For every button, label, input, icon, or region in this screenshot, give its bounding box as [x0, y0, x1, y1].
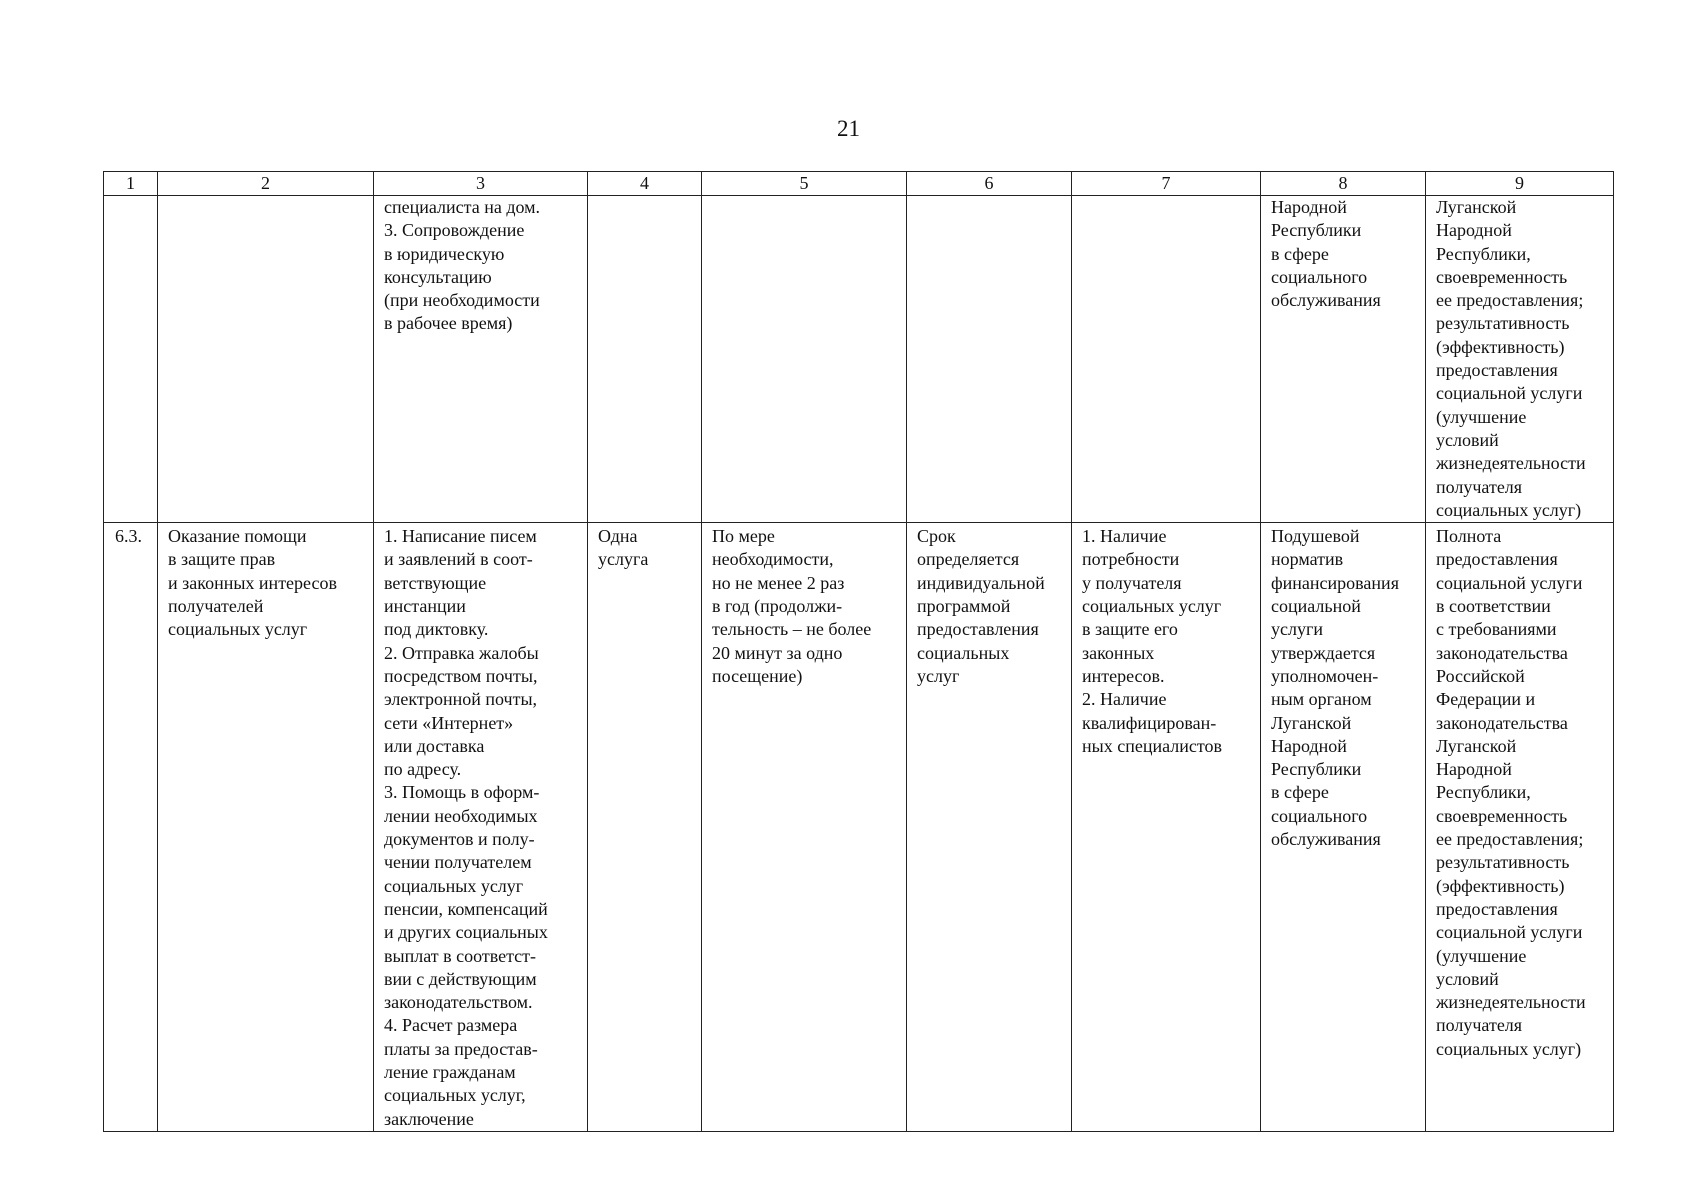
column-number-4: 4: [588, 172, 702, 196]
column-number-9: 9: [1426, 172, 1614, 196]
services-table: [103, 171, 1614, 1132]
cell-service-description: специалиста на дом. 3. Сопровождение в юридическую консультацию (при необходимости в рабочее время): [374, 196, 588, 523]
page-number: 21: [837, 116, 860, 141]
column-number-3: 3: [374, 172, 588, 196]
column-number-1: 1: [104, 172, 158, 196]
column-number-7: 7: [1072, 172, 1261, 196]
cell-number: [104, 196, 158, 523]
cell-term: Срок определяется индивидуальной программой предоставления социальных услуг: [907, 523, 1072, 1132]
cell-quality-indicators: Полнота предоставления социальной услуги в соответствии с требованиями законодательства Российской Федерации и законодательства Луганской Народной Республики, своевременность ее предоставления; результативность (эффективность) предоставления социальной услуги (улучшение условий жизнедеятельности получателя социальных услуг): [1426, 523, 1614, 1132]
cell-service-name: [158, 196, 374, 523]
cell-volume: Одна услуга: [588, 523, 702, 1132]
table-row-continuation: [104, 196, 1614, 523]
cell-funding: Подушевой норматив финансирования социальной услуги утверждается уполномочен- ным органом Луганской Народной Республики в сфере социального обслуживания: [1261, 523, 1426, 1132]
cell-service-description: 1. Написание писем и заявлений в соот- ветствующие инстанции под диктовку. 2. Отправка жалобы посредством почты, электронной почты, сети «Интернет» или доставка по адресу. 3. Помощь в оформ- лении необходимых документов и полу- чении получателем социальных услуг пенсии, компенсаций и других социальных выплат в соответст- вии с действующим законодательством. 4. Расчет размера платы за предостав- ление гражданам социальных услуг, заключение: [374, 523, 588, 1132]
cell-conditions: [1072, 196, 1261, 523]
cell-frequency: [702, 196, 907, 523]
column-number-2: 2: [158, 172, 374, 196]
column-number-5: 5: [702, 172, 907, 196]
cell-number: 6.3.: [104, 523, 158, 1132]
column-number-6: 6: [907, 172, 1072, 196]
column-number-header-row: [104, 172, 1614, 196]
table-row-6-3: [104, 523, 1614, 1132]
column-number-8: 8: [1261, 172, 1426, 196]
cell-service-name: Оказание помощи в защите прав и законных интересов получателей социальных услуг: [158, 523, 374, 1132]
cell-funding: Народной Республики в сфере социального обслуживания: [1261, 196, 1426, 523]
cell-term: [907, 196, 1072, 523]
cell-volume: [588, 196, 702, 523]
cell-frequency: По мере необходимости, но не менее 2 раз в год (продолжи- тельность – не более 20 минут за одно посещение): [702, 523, 907, 1132]
cell-conditions: 1. Наличие потребности у получателя социальных услуг в защите его законных интересов. 2. Наличие квалифицирован- ных специалистов: [1072, 523, 1261, 1132]
cell-quality-indicators: Луганской Народной Республики, своевременность ее предоставления; результативность (эффективность) предоставления социальной услуги (улучшение условий жизнедеятельности получателя социальных услуг): [1426, 196, 1614, 523]
